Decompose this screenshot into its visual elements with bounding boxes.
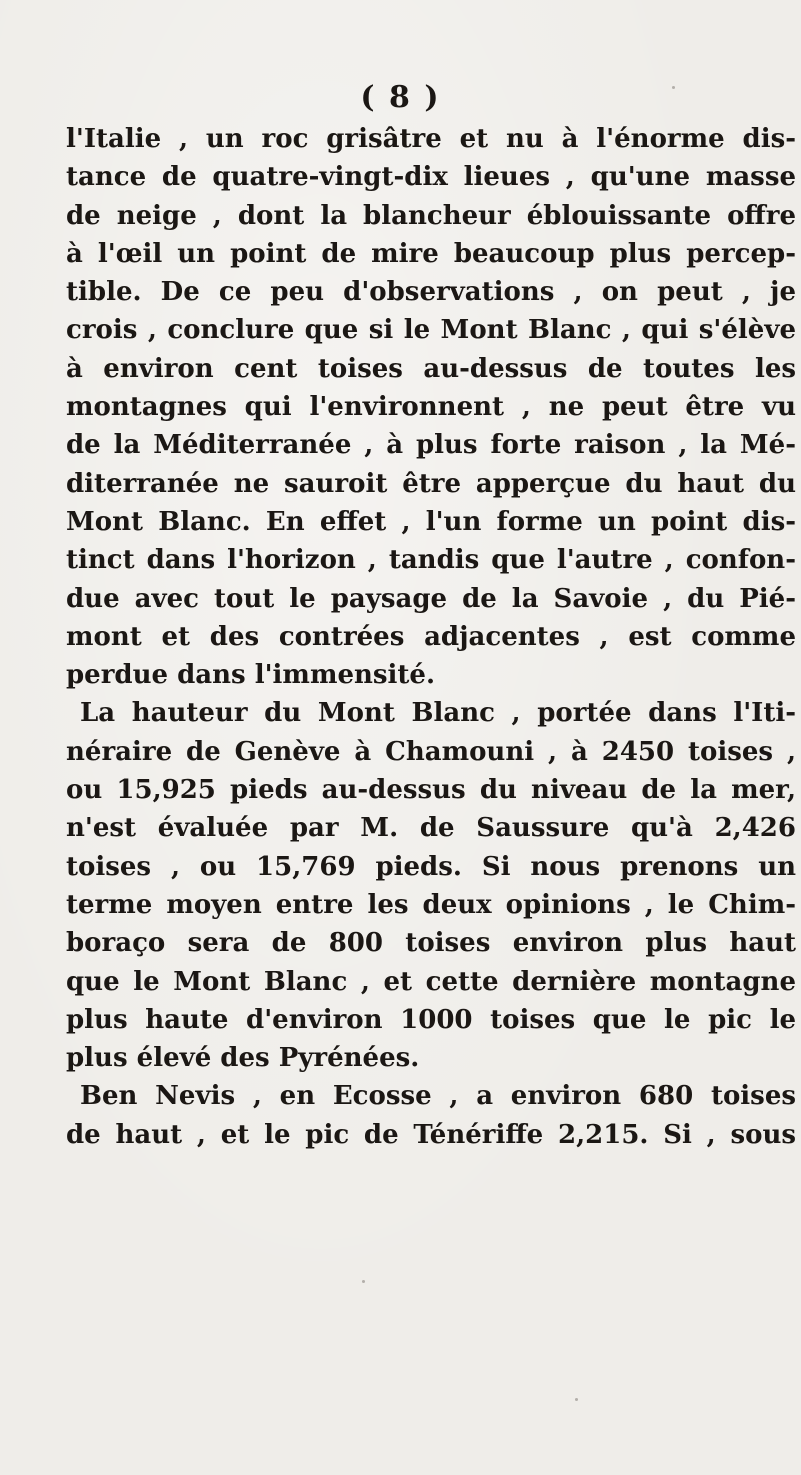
text-line: due avec tout le paysage de la Savoie , du Pié-: [66, 583, 796, 614]
body-text: [66, 120, 796, 1154]
paragraph-start: La hauteur du Mont Blanc , portée dans l'Iti-: [80, 698, 796, 729]
paper-speck: [575, 1398, 578, 1401]
text-line: de neige , dont la blancheur éblouissante offre: [66, 200, 796, 231]
text-line: plus haute d'environ 1000 toises que le pic le: [66, 1004, 796, 1035]
paragraph-start: Ben Nevis , en Ecosse , a environ 680 toises: [80, 1081, 796, 1112]
text-line: montagnes qui l'environnent , ne peut être vu: [66, 392, 796, 423]
text-line: l'Italie , un roc grisâtre et nu à l'énorme dis-: [66, 124, 796, 154]
text-line: mont et des contrées adjacentes , est comme: [66, 621, 796, 652]
text-line: toises , ou 15,769 pieds. Si nous prenons un: [66, 851, 796, 882]
text-line: à l'œil un point de mire beaucoup plus percep-: [66, 238, 796, 269]
text-line: de la Méditerranée , à plus forte raison , la Mé-: [66, 430, 796, 461]
text-line: boraço sera de 800 toises environ plus haut: [66, 928, 796, 959]
text-line: néraire de Genève à Chamouni , à 2450 toises ,: [66, 736, 796, 767]
text-line: ou 15,925 pieds au-dessus du niveau de la mer,: [66, 775, 796, 806]
text-line: plus élevé des Pyrénées.: [66, 1043, 420, 1074]
text-line: crois , conclure que si le Mont Blanc , qui s'élève: [66, 315, 796, 346]
paper-speck: [362, 1280, 365, 1283]
text-line: tinct dans l'horizon , tandis que l'autre , confon-: [66, 545, 796, 576]
text-line: n'est évaluée par M. de Saussure qu'à 2,426: [66, 813, 796, 844]
text-line: diterranée ne sauroit être apperçue du haut du: [66, 468, 796, 499]
text-line: Mont Blanc. En effet , l'un forme un point dis-: [66, 506, 796, 537]
text-line: tance de quatre-vingt-dix lieues , qu'une masse: [66, 162, 796, 193]
page-number: ( 8 ): [360, 80, 441, 115]
text-line: terme moyen entre les deux opinions , le Chim-: [66, 889, 796, 920]
text-line: tible. De ce peu d'observations , on peut , je: [66, 277, 796, 308]
text-line: de haut , et le pic de Ténériffe 2,215. Si , sous: [66, 1119, 796, 1150]
text-line: que le Mont Blanc , et cette dernière montagne: [66, 966, 796, 997]
text-line: perdue dans l'immensité.: [66, 660, 436, 691]
text-line: à environ cent toises au-dessus de toutes les: [66, 353, 796, 384]
